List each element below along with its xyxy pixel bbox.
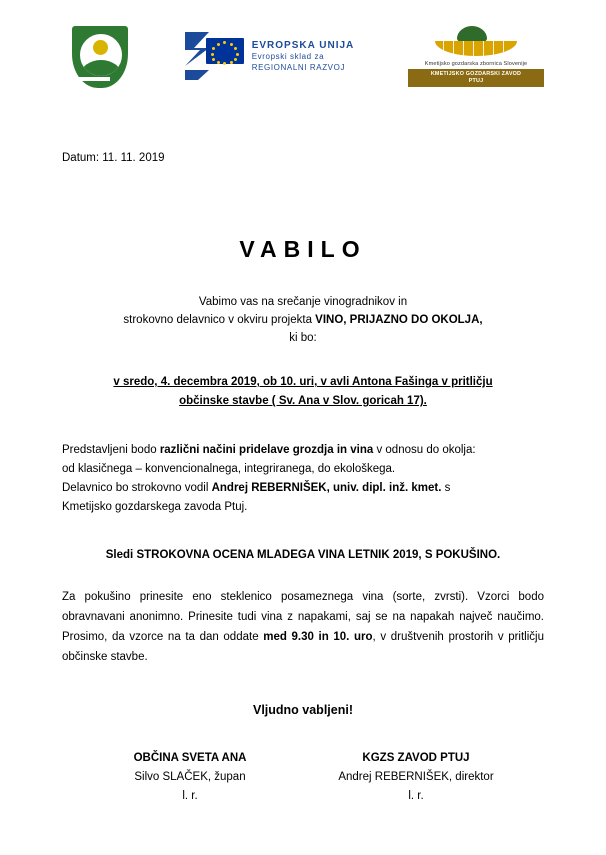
body-paragraph-1 <box>62 441 544 517</box>
signature-left <box>80 749 300 806</box>
intro-line-2 <box>62 311 544 329</box>
signature-block <box>62 749 544 806</box>
intro-line-2-text: strokovno delavnico v okviru projekta <box>123 314 316 326</box>
logo-header-row <box>62 0 544 104</box>
kgzs-bar-line2: PTUJ <box>468 78 484 84</box>
intro-line-3: ki bo: <box>289 332 317 344</box>
signature-left-person: Silvo SLAČEK, župan <box>134 771 246 783</box>
para2-part-b: , v društvenih prostorih v pritličju občinske stavbe. <box>62 631 544 663</box>
para1-line-2: od klasičnega – konvencionalnega, integriranega, do ekološkega. <box>62 463 396 475</box>
event-details <box>62 373 544 411</box>
para1-line-4: Kmetijsko gozdarskega zavoda Ptuj. <box>62 501 248 513</box>
section-subheading: Sledi STROKOVNA OCENA MLADEGA VINA LETNIK 2019, S POKUŠINO. <box>105 549 501 561</box>
para2-part-a: Za pokušino prinesite eno steklenico posameznega vina (sorte, zvrsti). Vzorci bodo obravnavani anonimno. Prinesite tudi vina z napakami, saj se na napakah največ naučimo. Prosimo, da vzorce na ta dan oddate <box>62 591 544 643</box>
event-location-line: občinske stavbe ( Sv. Ana v Slov. goricah 17). <box>179 395 427 407</box>
para1-bold-topic: različni načini pridelave grozdja in vina <box>159 444 374 456</box>
intro-line-1: Vabimo vas na srečanje vinogradnikov in <box>198 296 408 308</box>
eu-flag-icon <box>182 30 244 82</box>
kgzs-emblem-icon <box>413 26 539 60</box>
presenter-name: Andrej REBERNIŠEK, univ. dipl. inž. kmet. <box>211 482 442 494</box>
kgzs-logo <box>408 26 544 87</box>
closing-line: Vljudno vabljeni! <box>252 703 353 717</box>
eu-logo-line1: EVROPSKA UNIJA <box>251 39 355 51</box>
kgzs-bar-line1: KMETIJSKO GOZDARSKI ZAVOD <box>430 71 522 77</box>
page-title: VABILO <box>239 236 367 262</box>
kgzs-caption: Kmetijsko gozdarska zbornica Slovenije <box>424 61 528 67</box>
para1-line-3-b: s <box>441 482 451 494</box>
eu-logo-line2: Evropski sklad za <box>251 51 325 61</box>
sample-dropoff-time: med 9.30 in 10. uro <box>263 631 373 643</box>
signature-right <box>306 749 526 806</box>
event-datetime-line: v sredo, 4. decembra 2019, ob 10. uri, v avli Antona Fašinga v pritličju <box>113 376 493 388</box>
project-name: VINO, PRIJAZNO DO OKOLJA, <box>315 314 483 326</box>
signature-right-suffix: l. r. <box>408 790 424 802</box>
obcina-sveta-ana-coat-of-arms-icon <box>72 26 128 88</box>
signature-left-suffix: l. r. <box>182 790 198 802</box>
eu-logo-line3: REGIONALNI RAZVOJ <box>251 62 346 72</box>
document-date: Datum: 11. 11. 2019 <box>62 152 165 164</box>
para1-line-3-a: Delavnico bo strokovno vodil <box>62 482 212 494</box>
para1-part-c: v odnosu do okolja: <box>373 444 476 456</box>
signature-right-person: Andrej REBERNIŠEK, direktor <box>338 771 494 783</box>
evropska-unija-logo <box>182 30 355 82</box>
body-paragraph-2 <box>62 587 544 667</box>
invitation-intro <box>62 293 544 347</box>
para1-part-a: Predstavljeni bodo <box>62 444 160 456</box>
signature-left-org: OBČINA SVETA ANA <box>133 752 247 764</box>
signature-right-org: KGZS ZAVOD PTUJ <box>362 752 470 764</box>
